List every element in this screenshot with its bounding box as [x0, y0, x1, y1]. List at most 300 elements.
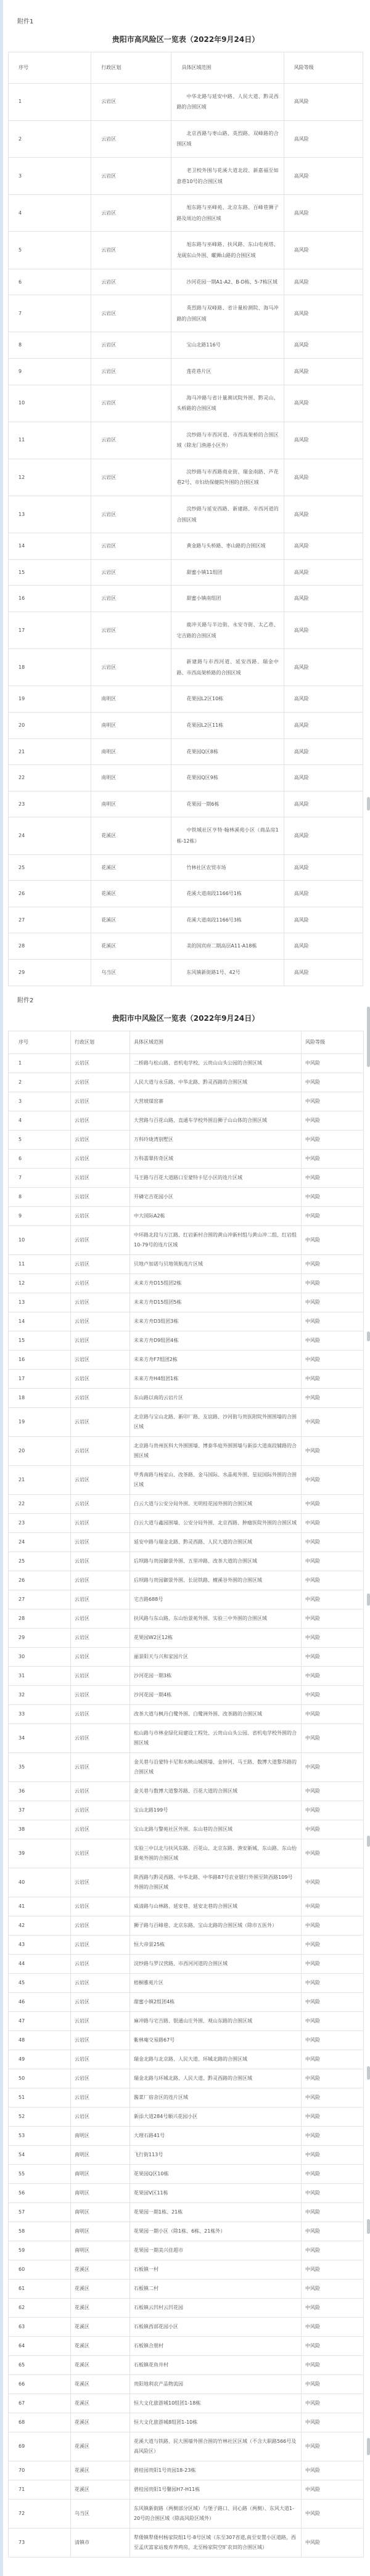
row-number-cell: 56	[9, 2183, 71, 2202]
district-cell: 云岩区	[91, 385, 171, 422]
table-row	[9, 1465, 364, 1494]
area-range-cell: 东风镇新街路1号、42号	[171, 959, 284, 986]
risk-level-cell: 中风险	[302, 1628, 364, 1647]
row-number-cell: 17	[9, 1369, 71, 1388]
table-row	[9, 1092, 364, 1111]
table-row	[9, 933, 363, 960]
table-row	[9, 1149, 364, 1168]
table-row	[9, 738, 363, 765]
table-row	[9, 1666, 364, 1685]
risk-level-cell: 中风险	[302, 2183, 364, 2202]
area-range-cell: 花果园L2区10栋	[171, 686, 284, 713]
area-range-cell: 甲秀南路与杨家山、改茶路、金马国际、水晶苑外围、星辰国际外围的合围区域	[130, 1465, 302, 1494]
district-cell: 云岩区	[91, 586, 171, 612]
table-row	[9, 1571, 364, 1590]
risk-level-cell: 高风险	[284, 358, 363, 385]
area-range-cell: 浣纱路与延安西路、新建路、市西河道的合围区域	[171, 496, 284, 533]
area-range-cell: 花果园V区11栋	[130, 2183, 302, 2202]
area-range-cell: 紫林庵交易路67号	[130, 2030, 302, 2050]
table-row	[9, 533, 363, 560]
column-header-col-area: 具体区域范围	[171, 52, 284, 84]
area-range-cell: 未来方舟D15组团5栋	[130, 1293, 302, 1312]
row-number-cell: 27	[9, 1590, 71, 1609]
area-range-cell: 宝山北路199号	[130, 1801, 302, 1820]
risk-level-cell: 中风险	[302, 2336, 364, 2355]
area-range-cell: 石板镇西部花园小区	[130, 2317, 302, 2336]
table-row	[9, 2107, 364, 2126]
table-row	[9, 1369, 364, 1388]
district-cell: 云岩区	[71, 2030, 130, 2050]
scrollbar-thumb[interactable]	[367, 797, 370, 811]
scrollbar-thumb[interactable]	[367, 2219, 370, 2234]
row-number-cell: 39	[9, 1839, 71, 1868]
area-range-cell: 浣纱路与市西路商业街、瑞金南路、芦花巷2号、市妇幼保健院外围的合围区域	[171, 459, 284, 496]
row-number-cell: 2	[9, 1073, 71, 1092]
area-range-cell: 花果园Q区8栋	[171, 738, 284, 765]
district-cell: 花溪区	[91, 817, 171, 854]
table-row	[9, 1552, 364, 1571]
risk-level-cell: 中风险	[302, 1206, 364, 1225]
row-number-cell: 1	[9, 1053, 71, 1073]
row-number-cell: 65	[9, 2355, 71, 2374]
row-number-cell: 7	[9, 295, 91, 332]
district-cell: 云岩区	[71, 1312, 130, 1331]
column-header-col-level: 风险等级	[302, 1031, 364, 1053]
district-cell: 云岩区	[71, 1609, 130, 1628]
row-number-cell: 13	[9, 1293, 71, 1312]
area-range-cell: 陕西路与黔灵西路、中华北路、中华路87号农业银行外围至陕西路109号外围的合围区域	[130, 1868, 302, 1897]
risk-level-cell: 中风险	[302, 2126, 364, 2145]
area-range-cell: 花果园Q区9栋	[171, 765, 284, 791]
row-number-cell: 20	[9, 1436, 71, 1465]
risk-level-cell: 中风险	[302, 1666, 364, 1685]
table-row	[9, 2145, 364, 2164]
row-number-cell: 15	[9, 1331, 71, 1350]
district-cell: 云岩区	[91, 422, 171, 459]
district-cell: 云岩区	[91, 496, 171, 533]
district-cell: 云岩区	[71, 1149, 130, 1168]
row-number-cell: 9	[9, 358, 91, 385]
table-row	[9, 2030, 364, 2050]
district-cell: 南明区	[71, 2241, 130, 2260]
area-range-cell: 石板镇一村	[130, 2260, 302, 2279]
risk-level-cell: 中风险	[302, 1647, 364, 1666]
attachment-label: 附件1	[17, 18, 34, 25]
risk-level-cell: 中风险	[302, 1312, 364, 1331]
risk-level-cell: 中风险	[302, 1388, 364, 1407]
row-number-cell: 14	[9, 533, 91, 560]
district-cell: 云岩区	[71, 1130, 130, 1149]
risk-level-cell: 中风险	[302, 1752, 364, 1781]
district-cell: 南明区	[71, 2183, 130, 2202]
row-number-cell: 69	[9, 2432, 71, 2461]
risk-level-cell: 中风险	[302, 2088, 364, 2107]
district-cell: 云岩区	[71, 2069, 130, 2088]
risk-level-cell: 中风险	[302, 2317, 364, 2336]
risk-level-cell: 中风险	[302, 1187, 364, 1206]
scrollbar-thumb[interactable]	[367, 2438, 370, 2455]
table-row	[9, 2069, 364, 2088]
district-cell: 花溪区	[91, 854, 171, 881]
scrollbar-thumb[interactable]	[367, 1836, 370, 1847]
row-number-cell: 2	[9, 120, 91, 157]
district-cell: 云岩区	[71, 1897, 130, 1916]
area-range-cell: 新建路与市西河道、延安西路、瑞金中路、市西高架桥路的合围区域	[171, 649, 284, 686]
row-number-cell: 6	[9, 1149, 71, 1168]
district-cell: 南明区	[71, 2222, 130, 2241]
table-row	[9, 2461, 364, 2480]
district-cell: 云岩区	[91, 612, 171, 649]
area-range-cell: 沙河花园一期A1-A2、B-D栋、5-7栋区域	[171, 269, 284, 295]
risk-level-cell: 中风险	[302, 1820, 364, 1839]
row-number-cell: 25	[9, 854, 91, 881]
row-number-cell: 68	[9, 2413, 71, 2432]
area-range-cell: 花溪大道南段1166号3栋	[171, 907, 284, 933]
area-range-cell: 花果园一期6栋	[171, 791, 284, 817]
district-cell: 花溪区	[91, 933, 171, 960]
risk-level-cell: 中风险	[302, 1407, 364, 1436]
table-row	[9, 817, 363, 854]
area-range-cell: 延安中路与瑞金北路、黔灵西路、人民大道的合围区域	[130, 1532, 302, 1552]
district-cell: 云岩区	[71, 2011, 130, 2030]
risk-level-cell: 中风险	[302, 2298, 364, 2317]
area-range-cell: 未来方舟D9组团4栋	[130, 1331, 302, 1350]
area-range-cell: 贝地卢加诺与贝地领航连片区域	[130, 1254, 302, 1274]
area-range-cell: 花溪大道南段1166号1栋	[171, 881, 284, 907]
area-range-cell: 犁倭镇犁倭村杨家院组1号-8号区域（东至307省道,南至安置小区道路，西至孟庆富家站废弃养鸡房，北至杨家院空旷农田的合围区域）	[130, 2528, 302, 2557]
row-number-cell: 52	[9, 2107, 71, 2126]
row-number-cell: 19	[9, 1407, 71, 1436]
district-cell: 南明区	[91, 791, 171, 817]
table-row	[9, 1916, 364, 1935]
risk-level-cell: 中风险	[302, 2145, 364, 2164]
row-number-cell: 21	[9, 1465, 71, 1494]
row-number-cell: 22	[9, 1494, 71, 1513]
area-range-cell: 扶风路与东山路、东山怡景苑外围、实验三中外围的合围区域	[130, 1609, 302, 1628]
risk-level-cell: 高风险	[284, 232, 363, 269]
table-row	[9, 1436, 364, 1465]
district-cell: 花溪区	[71, 2355, 130, 2374]
table-row	[9, 1331, 364, 1350]
row-number-cell: 29	[9, 959, 91, 986]
table-row	[9, 2241, 364, 2260]
table-row	[9, 232, 363, 269]
risk-level-cell: 中风险	[302, 1369, 364, 1388]
area-range-cell: 美的国宾府二期高层A11-A18栋	[171, 933, 284, 960]
district-cell: 南明区	[71, 2164, 130, 2183]
district-cell: 云岩区	[71, 1820, 130, 1839]
area-range-cell: 麻冲路与宅吉路、银通山庄外围、观山东路的合围区域	[130, 2011, 302, 2030]
row-number-cell: 11	[9, 1254, 71, 1274]
risk-level-cell: 中风险	[302, 1839, 364, 1868]
district-cell: 云岩区	[71, 1407, 130, 1436]
row-number-cell: 6	[9, 269, 91, 295]
row-number-cell: 62	[9, 2298, 71, 2317]
district-cell: 云岩区	[71, 1752, 130, 1781]
risk-level-cell: 中风险	[302, 1532, 364, 1552]
district-cell: 花溪区	[71, 2336, 130, 2355]
district-cell: 云岩区	[91, 358, 171, 385]
row-number-cell: 13	[9, 496, 91, 533]
scrollbar-thumb[interactable]	[367, 1331, 370, 1341]
area-range-cell: 甜蜜小镇11组团	[171, 559, 284, 586]
area-range-cell: 花果园一期小区（除1栋、6栋、21栋外）	[130, 2222, 302, 2241]
district-cell: 云岩区	[71, 1187, 130, 1206]
risk-level-cell: 高风险	[284, 686, 363, 713]
attachment-label: 附件2	[17, 997, 34, 1004]
district-cell: 乌当区	[91, 959, 171, 986]
risk-level-cell: 中风险	[302, 2202, 364, 2222]
risk-level-cell: 中风险	[302, 1571, 364, 1590]
row-number-cell: 64	[9, 2336, 71, 2355]
risk-level-cell: 中风险	[302, 1436, 364, 1465]
row-number-cell: 3	[9, 157, 91, 194]
row-number-cell: 21	[9, 738, 91, 765]
medium-risk-table	[8, 1031, 364, 2558]
risk-level-cell: 中风险	[302, 1897, 364, 1916]
row-number-cell: 45	[9, 1973, 71, 1992]
table-row	[9, 422, 363, 459]
district-cell: 南明区	[71, 2126, 130, 2145]
risk-level-cell: 中风险	[302, 1168, 364, 1187]
risk-level-cell: 高风险	[284, 195, 363, 232]
scrollbar-track[interactable]	[367, 0, 370, 2576]
table-row	[9, 1274, 364, 1293]
table-row	[9, 1187, 364, 1206]
scrollbar-thumb[interactable]	[367, 1593, 370, 1606]
row-number-cell: 3	[9, 1092, 71, 1111]
row-number-cell: 33	[9, 1704, 71, 1723]
table-row	[9, 1206, 364, 1225]
district-cell: 花溪区	[71, 2413, 130, 2432]
risk-level-cell: 中风险	[302, 1704, 364, 1723]
district-cell: 云岩区	[71, 1954, 130, 1973]
row-number-cell: 18	[9, 1388, 71, 1407]
area-range-cell: 宅吉路688号	[130, 1590, 302, 1609]
district-cell: 云岩区	[71, 1723, 130, 1752]
table-row	[9, 1752, 364, 1781]
table-row	[9, 881, 363, 907]
district-cell: 花溪区	[71, 2461, 130, 2480]
risk-level-cell: 中风险	[302, 1494, 364, 1513]
row-number-cell: 38	[9, 1820, 71, 1839]
table-row	[9, 83, 363, 120]
district-cell: 云岩区	[71, 1973, 130, 1992]
row-number-cell: 16	[9, 1350, 71, 1369]
row-number-cell: 16	[9, 586, 91, 612]
table-row	[9, 2336, 364, 2355]
table-row	[9, 854, 363, 881]
scrollbar-thumb[interactable]	[367, 1007, 370, 1067]
row-number-cell: 5	[9, 232, 91, 269]
risk-level-cell: 中风险	[302, 1274, 364, 1293]
district-cell: 花溪区	[71, 2374, 130, 2394]
risk-level-cell: 高风险	[284, 120, 363, 157]
district-cell: 云岩区	[71, 1436, 130, 1465]
area-range-cell: 甜蜜小镇2组团4栋	[130, 1992, 302, 2011]
risk-level-cell: 高风险	[284, 791, 363, 817]
area-range-cell: 飞行街113号	[130, 2145, 302, 2164]
district-cell: 云岩区	[71, 1331, 130, 1350]
area-range-cell: 浣纱路与罗汉营路、市西河河道的合围区域	[130, 1954, 302, 1973]
table-row	[9, 2413, 364, 2432]
risk-level-cell: 中风险	[302, 1350, 364, 1369]
row-number-cell: 40	[9, 1868, 71, 1897]
table-row	[9, 358, 363, 385]
district-cell: 云岩区	[91, 195, 171, 232]
table-row	[9, 2050, 364, 2069]
table-row	[9, 1350, 364, 1369]
row-number-cell: 31	[9, 1666, 71, 1685]
district-cell: 云岩区	[91, 269, 171, 295]
district-cell: 云岩区	[71, 1628, 130, 1647]
row-number-cell: 70	[9, 2461, 71, 2480]
row-number-cell: 24	[9, 817, 91, 854]
row-number-cell: 26	[9, 881, 91, 907]
district-cell: 南明区	[91, 713, 171, 739]
risk-level-cell: 高风险	[284, 533, 363, 560]
table-row	[9, 2499, 364, 2528]
row-number-cell: 72	[9, 2499, 71, 2528]
area-range-cell: 莲花巷片区	[171, 358, 284, 385]
district-cell: 花溪区	[71, 2260, 130, 2279]
risk-level-cell: 中风险	[302, 1916, 364, 1935]
row-number-cell: 54	[9, 2145, 71, 2164]
district-cell: 云岩区	[91, 559, 171, 586]
table-row	[9, 2374, 364, 2394]
row-number-cell: 58	[9, 2222, 71, 2241]
district-cell: 南明区	[91, 686, 171, 713]
district-cell: 云岩区	[71, 1781, 130, 1801]
area-range-cell: 沙河花园一期4栋	[130, 1685, 302, 1704]
district-cell: 云岩区	[91, 533, 171, 560]
table-row	[9, 1111, 364, 1130]
row-number-cell: 4	[9, 1111, 71, 1130]
area-range-cell: 万科玲珑湾别墅区	[130, 1130, 302, 1149]
district-cell: 花溪区	[71, 2279, 130, 2298]
row-number-cell: 67	[9, 2394, 71, 2413]
district-cell: 云岩区	[71, 1350, 130, 1369]
table-row	[9, 1609, 364, 1628]
column-header-col-area: 具体区域范围	[130, 1031, 302, 1053]
table-row	[9, 1628, 364, 1647]
risk-level-cell: 中风险	[302, 1868, 364, 1897]
table-row	[9, 1513, 364, 1532]
district-cell: 云岩区	[71, 2107, 130, 2126]
column-header-col-level: 风险等级	[284, 52, 363, 84]
risk-level-cell: 中风险	[302, 1073, 364, 1092]
risk-level-cell: 高风险	[284, 83, 363, 120]
area-range-cell: 中华北路与延安中路、人民大道、黔灵西路的合围区域	[171, 83, 284, 120]
table-row	[9, 649, 363, 686]
risk-level-cell: 中风险	[302, 2374, 364, 2394]
high-risk-table	[8, 52, 363, 986]
district-cell: 云岩区	[71, 1647, 130, 1666]
table-row	[9, 385, 363, 422]
header-row	[9, 52, 363, 84]
risk-level-cell: 高风险	[284, 496, 363, 533]
risk-level-cell: 高风险	[284, 959, 363, 986]
area-range-cell: 未来方舟D15组团2栋	[130, 1274, 302, 1293]
district-cell: 云岩区	[91, 332, 171, 359]
district-cell: 云岩区	[71, 1206, 130, 1225]
area-range-cell: 石板镇二村	[130, 2279, 302, 2298]
page-left-margin-strip	[0, 0, 3, 2576]
row-number-cell: 24	[9, 1532, 71, 1552]
row-number-cell: 28	[9, 933, 91, 960]
district-cell: 云岩区	[71, 1685, 130, 1704]
table-row	[9, 1685, 364, 1704]
table-row	[9, 269, 363, 295]
risk-level-cell: 高风险	[284, 157, 363, 194]
table-row	[9, 195, 363, 232]
risk-level-cell: 中风险	[302, 2528, 364, 2557]
table-row	[9, 120, 363, 157]
risk-level-cell: 中风险	[302, 2069, 364, 2088]
area-range-cell: 马王路与百花大道路口至蒙特卡尼小区的连片区域	[130, 1168, 302, 1187]
table-row	[9, 2126, 364, 2145]
area-range-cell: 花果园Q区10栋	[130, 2164, 302, 2183]
row-number-cell: 35	[9, 1752, 71, 1781]
area-range-cell: 浣纱路与市西河道、市西高架桥的合围区域（除龙门渔港小区外）	[171, 422, 284, 459]
risk-level-cell: 中风险	[302, 1590, 364, 1609]
row-number-cell: 29	[9, 1628, 71, 1647]
district-cell: 花溪区	[71, 2480, 130, 2499]
district-cell: 云岩区	[71, 1465, 130, 1494]
risk-level-cell: 中风险	[302, 2011, 364, 2030]
district-cell: 云岩区	[91, 459, 171, 496]
district-cell: 云岩区	[71, 1092, 130, 1111]
district-cell: 云岩区	[71, 1293, 130, 1312]
area-range-cell: 沙河花园一期3栋	[130, 1666, 302, 1685]
table-row	[9, 1839, 364, 1868]
table-row	[9, 1820, 364, 1839]
table-row	[9, 1388, 364, 1407]
district-cell: 花溪区	[91, 907, 171, 933]
district-cell: 云岩区	[71, 1225, 130, 1254]
row-number-cell: 37	[9, 1801, 71, 1820]
district-cell: 云岩区	[71, 2088, 130, 2107]
district-cell: 云岩区	[71, 2050, 130, 2069]
scrollbar-thumb[interactable]	[367, 2066, 370, 2080]
table-row	[9, 1532, 364, 1552]
area-range-cell: 中铁城社区亨特·翰林溪苑小区（商品房1栋-12栋）	[171, 817, 284, 854]
table-row	[9, 559, 363, 586]
row-number-cell: 25	[9, 1552, 71, 1571]
area-range-cell: 二桥路与松山路、省机电学校、云贵山山头公园的合围区域	[130, 1053, 302, 1073]
table-row	[9, 791, 363, 817]
row-number-cell: 42	[9, 1916, 71, 1935]
row-number-cell: 50	[9, 2069, 71, 2088]
risk-level-cell: 中风险	[302, 1465, 364, 1494]
risk-level-cell: 中风险	[302, 2461, 364, 2480]
district-cell: 云岩区	[71, 1839, 130, 1868]
risk-level-cell: 高风险	[284, 459, 363, 496]
district-cell: 花溪区	[71, 2298, 130, 2317]
risk-level-cell: 高风险	[284, 817, 363, 854]
table-row	[9, 496, 363, 533]
area-range-cell: 海马冲路与省计量测试院外围、黔灵山、头桥路的合围区域	[171, 385, 284, 422]
row-number-cell: 10	[9, 1225, 71, 1254]
district-cell: 云岩区	[71, 1666, 130, 1685]
row-number-cell: 36	[9, 1781, 71, 1801]
row-number-cell: 23	[9, 791, 91, 817]
row-number-cell: 53	[9, 2126, 71, 2145]
column-header-col-no: 序号	[9, 52, 91, 84]
district-cell: 南明区	[91, 738, 171, 765]
row-number-cell: 7	[9, 1168, 71, 1187]
risk-level-cell: 中风险	[302, 1111, 364, 1130]
